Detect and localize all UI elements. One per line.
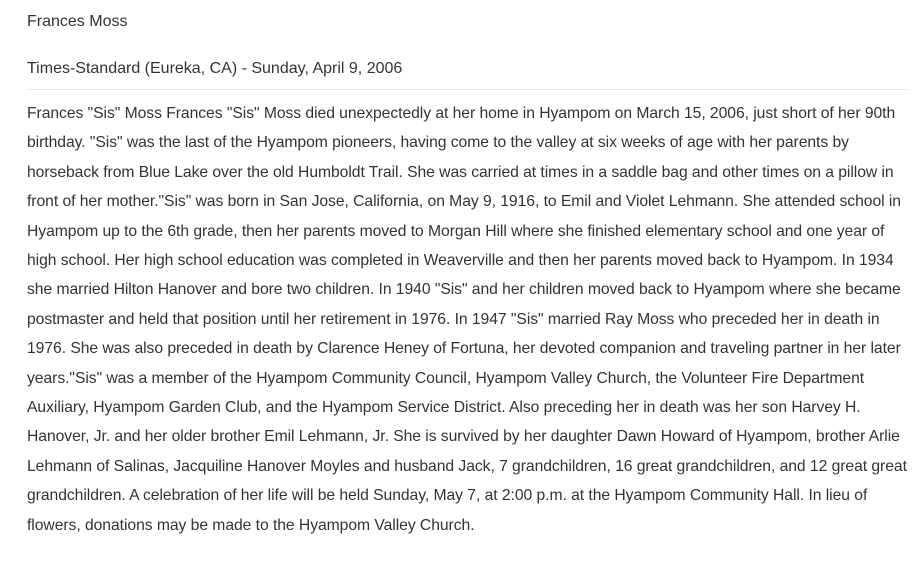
obituary-name: Frances Moss: [27, 13, 128, 30]
divider: [27, 89, 907, 90]
obituary-text: Frances "Sis" Moss Frances "Sis" Moss died unexpectedly at her home in Hyampom on March 15, 2006, just short of her 90th birthday. "Sis" was the last of the Hyampom pioneers, having come to the valley at six weeks of age with her parents by horseback from Blue Lake over the old Humboldt Trail. She was carried at times in a saddle bag and other times on a pillow in front of her mother."Sis" was born in San Jose, California, on May 9, 1916, to Emil and Violet Lehmann. She attended school in Hyampom up to the 6th grade, then her parents moved to Morgan Hill where she finished elementary school and one year of high school. Her high school education was completed in Weaverville and then her parents moved back to Hyampom. In 1934 she married Hilton Hanover and bore two children. In 1940 "Sis" and her children moved back to Hyampom where she became postmaster and held that position until her retirement in 1976. In 1947 "Sis" married Ray Moss who preceded her in death in 1976. She was also preceded in death by Clarence Heney of Fortuna, her devoted companion and traveling partner in her later years."Sis" was a member of the Hyampom Community Council, Hyampom Valley Church, the Volunteer Fire Department Auxiliary, Hyampom Garden Club, and the Hyampom Service District. Also preceding her in death was her son Harvey H. Hanover, Jr. and her older brother Emil Lehmann, Jr. She is survived by her daughter Dawn Howard of Hyampom, brother Arlie Lehmann of Salinas, Jacquiline Hanover Moyles and husband Jack, 7 grandchildren, 16 great grandchildren, and 12 great great grandchildren. A celebration of her life will be held Sunday, May 7, at 2:00 p.m. at the Hyampom Community Hall. In lieu of flowers, donations may be made to the Hyampom Valley Church.: [27, 105, 907, 534]
obituary-source: Times-Standard (Eureka, CA) - Sunday, April 9, 2006: [27, 60, 403, 77]
